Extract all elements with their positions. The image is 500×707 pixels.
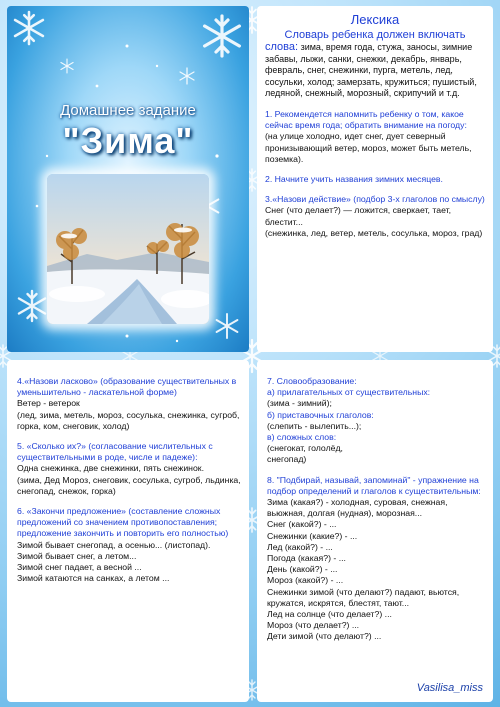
lexicon-item-3-text1: Снег (что делает?) — ложится, сверкает, тает, блестит... <box>265 205 452 227</box>
lexicon-words <box>265 42 485 100</box>
item-8-line: Лед на солнце (что делает?) ... <box>267 609 392 620</box>
item-8-line: Дети зимой (что делают?) ... <box>267 631 382 642</box>
lexicon-words-lead: слова: <box>265 41 299 53</box>
item-6: 6. «Закончи предложение» (составление сложных предложений со значением противопоставления; <box>17 506 221 528</box>
exercises-panel-left <box>7 360 249 702</box>
cover-panel <box>7 6 249 352</box>
item-6-line-1: Зимой бывает снегопад, а осенью... (листопад). <box>17 539 211 550</box>
item-5: 5. «Сколько их?» (согласование числительных с существительными в роде, числе и падеже): <box>17 441 213 463</box>
lexicon-title: Лексика <box>350 12 400 27</box>
lexicon-item-1: 1. Рекомендется напомнить ребенку о том, какое сейчас время года; обратить внимание на погоду: <box>265 108 467 131</box>
item-4-words: (лед, зима, метель, мороз, сосулька, снежинка, сугроб, горка, ком, снеговик, холод) <box>17 409 240 431</box>
cover-big-title: "Зима" <box>62 120 194 161</box>
item-6-line-3: Зимой снег падает, а весной ... <box>17 562 142 573</box>
winter-landscape-image <box>47 174 209 324</box>
item-7c-example-1: (снегокат, гололёд, <box>267 443 343 454</box>
cover-title: Домашнее задание <box>60 102 196 119</box>
item-7a-example: (зима - зимний); <box>267 398 332 409</box>
item-7: 7. Словообразование: <box>267 376 357 386</box>
item-7c-example-2: снегопад) <box>267 454 307 465</box>
item-5-words: (зима, Дед Мороз, снеговик, сосулька, сугроб, льдинка, снегопад, снежок, горка) <box>17 474 241 496</box>
item-6-line-2: Зимой бывает снег, а летом... <box>17 550 137 561</box>
item-8-line: Снежинки (какие?) - ... <box>267 530 358 541</box>
item-4: 4.«Назови ласково» (образование существительных в уменьшительно - ласкательной форме) <box>17 376 237 398</box>
item-6-instruction: предложение закончить и повторить его полностью) <box>17 528 229 539</box>
item-7a: а) прилагательных от существительных: <box>267 387 431 398</box>
item-7b: б) приставочных глаголов: <box>267 409 374 420</box>
item-8-line: Снег (какой?) - ... <box>267 519 337 530</box>
item-8-line: Мороз (что делает?) ... <box>267 620 360 631</box>
item-8-line: Мороз (какой?) - ... <box>267 575 344 586</box>
lexicon-panel <box>257 6 493 352</box>
item-8-line: Погода (какая?) - ... <box>267 553 346 564</box>
lexicon-words-list: зима, время года, стужа, заносы, зимние забавы, лыжи, санки, снежки, декабрь, январь, февраль, снег, снежинки, пурга, метель, лед, сосульки, холод; замерзать, кружиться; пушистый, ледяной, снежный, морозный, скрипучий и т.д. <box>265 42 477 99</box>
item-8: 8. "Подбирай, называй, запоминай" - упражнение на подбор определений и глаголов к существительным: <box>267 474 481 496</box>
lexicon-subtitle: Словарь ребенка должен включать <box>284 29 466 41</box>
lexicon-item-2: 2. Начните учить названия зимних месяцев. <box>265 173 443 184</box>
lexicon-item-1-text: (на улице холодно, идет снег, дует северный пронизывающий ветер, мороз, может быть метель, поземка). <box>265 131 472 164</box>
author-signature: Vasilisa_miss <box>416 682 483 694</box>
item-8-line: Лед (какой?) - ... <box>267 541 333 552</box>
item-7c: в) сложных слов: <box>267 432 337 443</box>
lexicon-item-3-text2: (снежинка, лед, ветер, метель, сосулька, мороз, град) <box>265 227 483 238</box>
item-6-line-4: Зимой катаются на санках, а летом ... <box>17 573 170 584</box>
lexicon-item-3: 3.«Назови действие» (подбор 3-х глаголов по смыслу) <box>265 194 485 205</box>
exercises-panel-right <box>257 360 493 702</box>
item-7b-example: (слепить - вылепить...); <box>267 420 362 431</box>
item-8-line: Зима (какая?) - холодная, суровая, снежная, вьюжная, долгая (нудная), морозная... <box>267 497 448 519</box>
item-4-example: Ветер - ветерок <box>17 398 80 409</box>
item-8-line: Снежинки зимой (что делают?) падают, вьются, кружатся, искрятся, блестят, тают... <box>267 586 460 608</box>
item-8-line: День (какой?) - ... <box>267 564 338 575</box>
item-5-example: Одна снежинка, две снежинки, пять снежинок. <box>17 463 205 474</box>
